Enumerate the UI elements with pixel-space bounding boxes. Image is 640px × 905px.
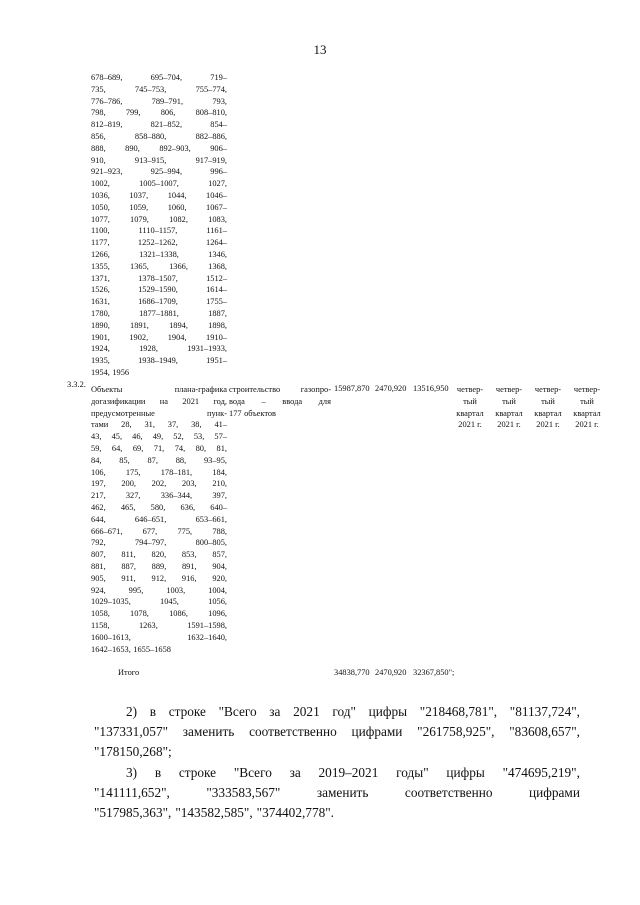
paragraph-line: "141111,652", "333583,567" заменить соответственно цифрами xyxy=(94,785,580,800)
term-line: квартал xyxy=(495,408,523,418)
term-line: четвер- xyxy=(495,385,523,394)
paragraph-line: "178150,268"; xyxy=(94,744,172,759)
prev-row-list xyxy=(91,72,227,379)
list-line: 1526, 1529–1590, 1614– xyxy=(91,285,227,295)
objects-line: 666–671, 677, 775, 788, xyxy=(91,526,227,536)
list-line: 776–786, 789–791, 793, xyxy=(91,96,227,106)
list-line: 735, 745–753, 755–774, xyxy=(91,84,227,94)
itogo-value-2: 32367,850"; xyxy=(413,668,455,677)
list-line: 1371, 1378–1507, 1512– xyxy=(91,273,227,283)
objects-line: 644, 646–651, 653–661, xyxy=(91,514,227,524)
term-line: тый xyxy=(541,396,555,406)
term-line: тый xyxy=(463,396,477,406)
term-line: тый xyxy=(502,396,516,406)
list-line: 812–819, 821–852, 854– xyxy=(91,120,227,130)
row-total: 15987,870 xyxy=(334,384,370,393)
objects-line: предусмотренные пунк- xyxy=(91,408,227,418)
objects-line: 106, 175, 178–181, 184, xyxy=(91,467,227,477)
objects-line: 59, 64, 69, 71, 74, 80, 81, xyxy=(91,443,227,453)
term-line: 2021 г. xyxy=(575,420,599,430)
paragraph-line: "137331,057" заменить соответственно цифрами "261758,925", "83608,657", xyxy=(94,724,580,739)
term-cell xyxy=(451,384,489,431)
term-cell xyxy=(568,384,606,431)
list-line: 1100, 1110–1157, 1161– xyxy=(91,226,227,236)
objects-line: догазификации на 2021 год, xyxy=(91,396,227,406)
list-line: 1954, 1956 xyxy=(91,367,130,377)
objects-line: 1158, 1263, 1591–1598, xyxy=(91,620,227,630)
term-cell xyxy=(490,384,528,431)
list-line: 856, 858–880, 882–886, xyxy=(91,131,227,141)
term-line: четвер- xyxy=(456,385,484,394)
objects-line: 43, 45, 46, 49, 52, 53, 57– xyxy=(91,432,227,442)
row-value-1: 2470,920 xyxy=(375,384,407,393)
row-description xyxy=(229,384,331,419)
list-line: 678–689, 695–704, 719– xyxy=(91,73,227,82)
objects-line: 1029–1035, 1045, 1056, xyxy=(91,597,227,607)
term-line: 2021 г. xyxy=(458,420,482,430)
term-line: 2021 г. xyxy=(536,420,560,430)
itogo-label: Итого xyxy=(118,668,140,677)
list-line: 1266, 1321–1338, 1346, xyxy=(91,249,227,259)
objects-line: 924, 995, 1003, 1004, xyxy=(91,585,227,595)
description-line: 177 объектов xyxy=(229,408,277,418)
row-value-2: 13516,950 xyxy=(413,384,449,393)
paragraph-line: 2) в строке "Всего за 2021 год" цифры "218468,781", "81137,724", xyxy=(126,704,580,719)
list-line: 1924, 1928, 1931–1933, xyxy=(91,344,227,354)
objects-line: тами 28, 31, 37, 38, 41– xyxy=(91,420,227,430)
objects-line: 905, 911, 912, 916, 920, xyxy=(91,573,227,583)
term-line: квартал xyxy=(573,408,601,418)
list-line: 1901, 1902, 1904, 1910– xyxy=(91,332,227,342)
objects-line: 1642–1653, 1655–1658 xyxy=(91,644,171,654)
itogo-total: 34838,770 xyxy=(334,668,370,677)
list-line: 1077, 1079, 1082, 1083, xyxy=(91,214,227,224)
paragraph-line: "517985,363", "143582,585", "374402,778". xyxy=(94,805,334,820)
row-objects xyxy=(91,384,227,655)
description-line: вода – ввода для xyxy=(229,396,331,406)
objects-line: 462, 465, 580, 636, 640– xyxy=(91,502,227,512)
objects-line: Объекты плана-графика xyxy=(91,385,227,394)
term-line: четвер- xyxy=(573,385,601,394)
term-line: квартал xyxy=(456,408,484,418)
term-cell xyxy=(529,384,567,431)
row-number: 3.3.2. xyxy=(67,380,86,389)
description-line: строительство газопро- xyxy=(229,385,331,394)
list-line: 1050, 1059, 1060, 1067– xyxy=(91,202,227,212)
paragraph-3 xyxy=(94,763,580,823)
paragraph-2 xyxy=(94,702,580,762)
term-line: 2021 г. xyxy=(497,420,521,430)
list-line: 1935, 1938–1949, 1951– xyxy=(91,356,227,366)
list-line: 921–923, 925–994, 996– xyxy=(91,167,227,177)
list-line: 798, 799, 806, 808–810, xyxy=(91,108,227,118)
list-line: 1036, 1037, 1044, 1046– xyxy=(91,190,227,200)
list-line: 910, 913–915, 917–919, xyxy=(91,155,227,165)
objects-line: 807, 811, 820, 853, 857, xyxy=(91,550,227,560)
list-line: 1780, 1877–1881, 1887, xyxy=(91,308,227,318)
itogo-value-1: 2470,920 xyxy=(375,668,407,677)
objects-line: 84, 85, 87, 88, 93–95, xyxy=(91,455,227,465)
list-line: 1177, 1252–1262, 1264– xyxy=(91,238,227,248)
term-line: тый xyxy=(580,396,594,406)
objects-line: 1600–1613, 1632–1640, xyxy=(91,632,227,642)
objects-line: 881, 887, 889, 891, 904, xyxy=(91,561,227,571)
objects-line: 792, 794–797, 800–805, xyxy=(91,538,227,548)
term-line: квартал xyxy=(534,408,562,418)
objects-line: 1058, 1078, 1086, 1096, xyxy=(91,609,227,619)
list-line: 1631, 1686–1709, 1755– xyxy=(91,297,227,307)
page-number: 13 xyxy=(313,42,327,57)
paragraph-line: 3) в строке "Всего за 2019–2021 годы" цифры "474695,219", xyxy=(126,765,580,780)
objects-line: 217, 327, 336–344, 397, xyxy=(91,491,227,501)
term-line: четвер- xyxy=(534,385,562,394)
list-line: 1890, 1891, 1894, 1898, xyxy=(91,320,227,330)
objects-line: 197, 200, 202, 203, 210, xyxy=(91,479,227,489)
list-line: 1002, 1005–1007, 1027, xyxy=(91,179,227,189)
list-line: 888, 890, 892–903, 906– xyxy=(91,143,227,153)
list-line: 1355, 1365, 1366, 1368, xyxy=(91,261,227,271)
